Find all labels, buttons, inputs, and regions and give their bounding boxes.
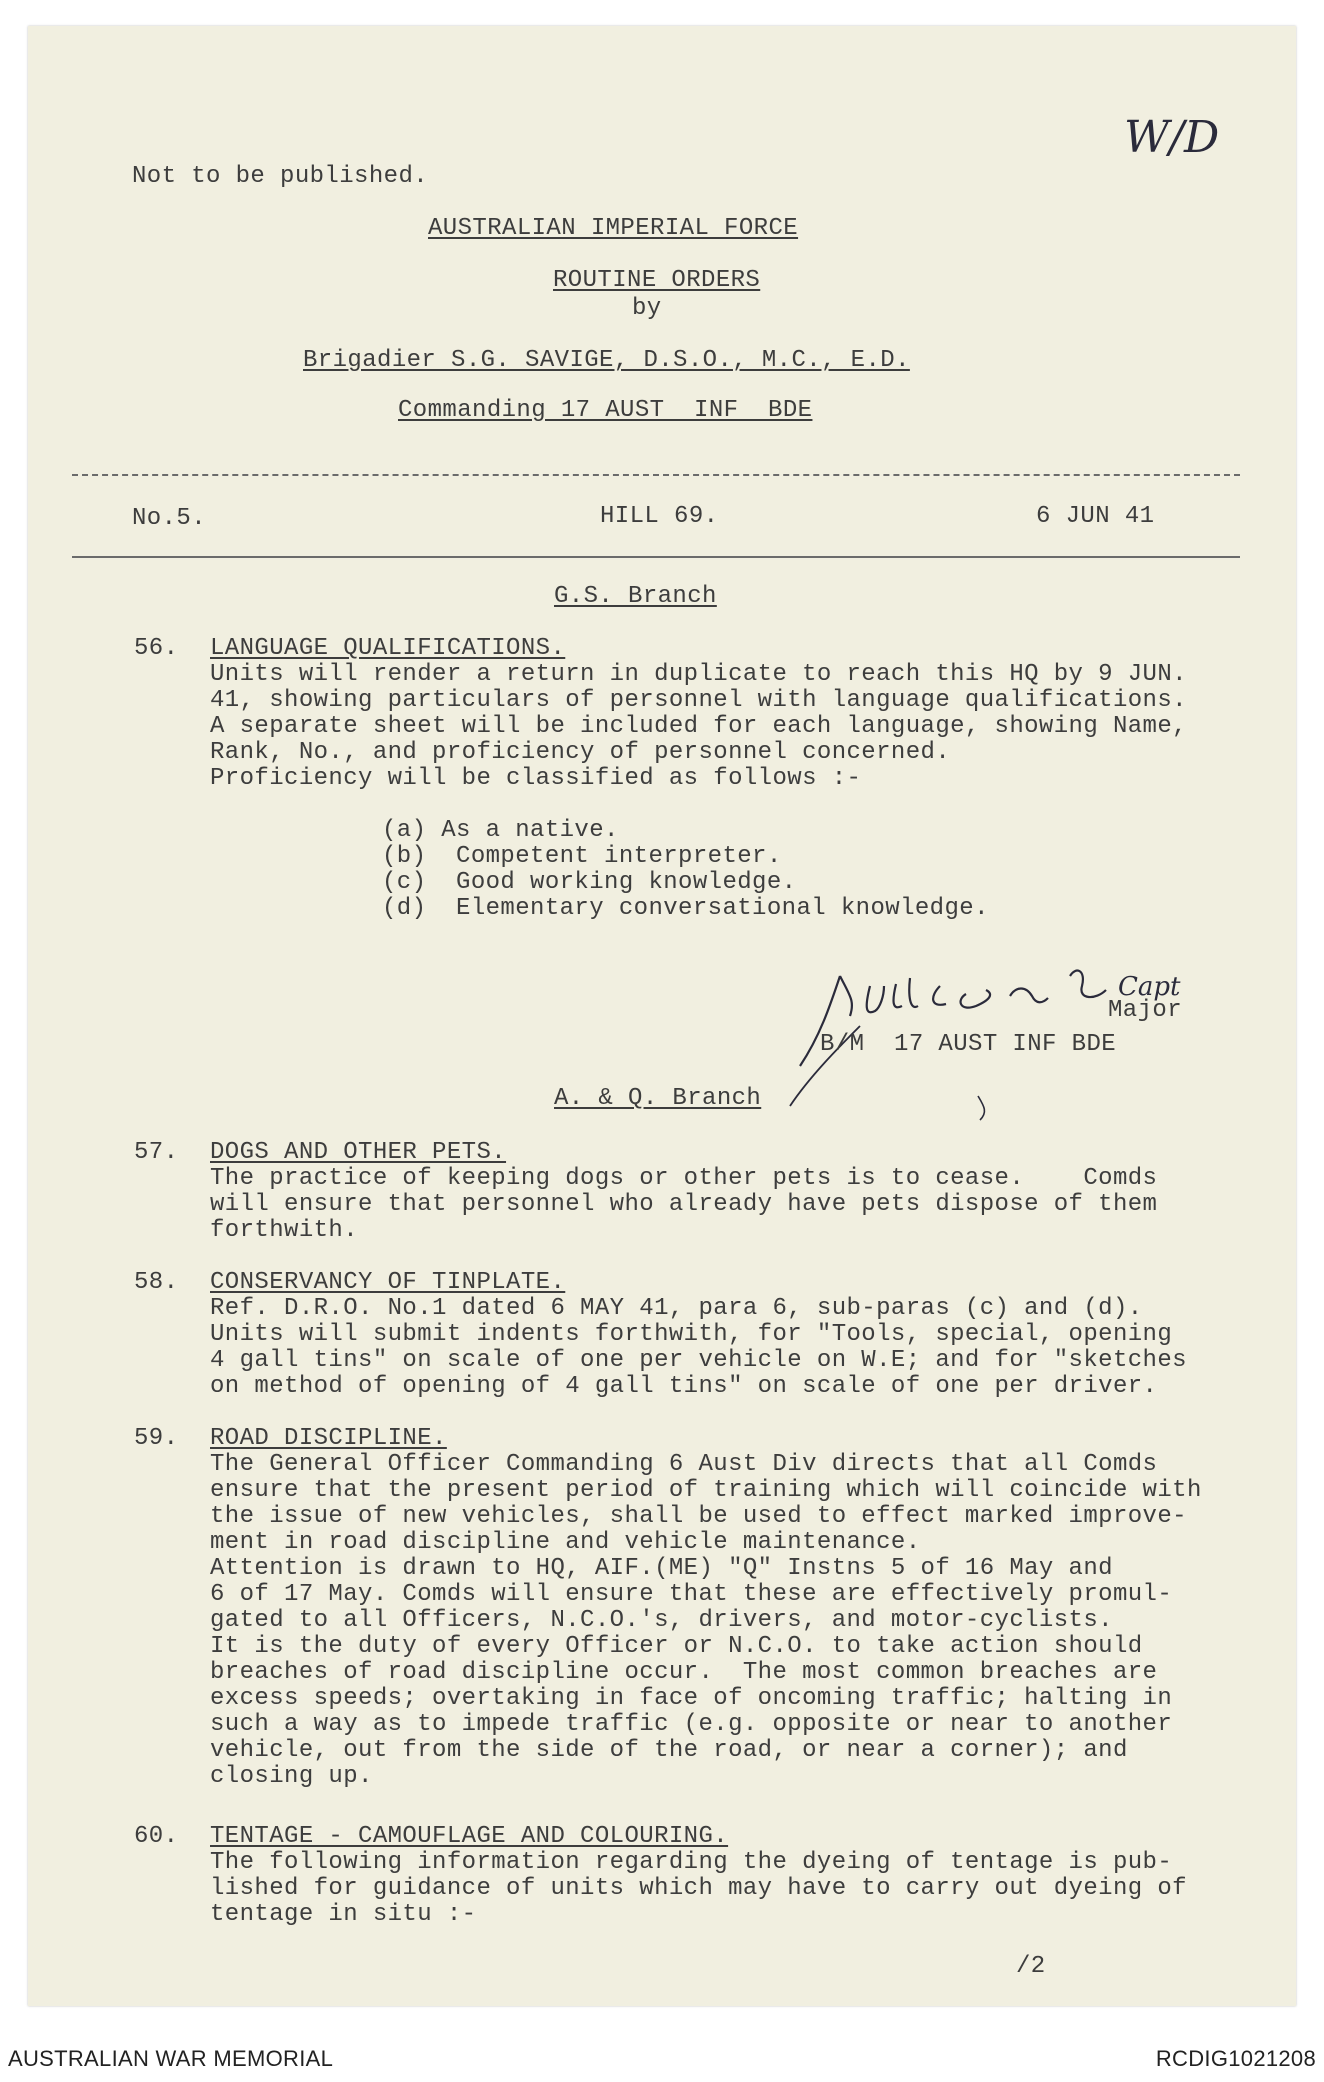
- para-59-title: ROAD DISCIPLINE.: [210, 1425, 447, 1452]
- aq-branch-heading: A. & Q. Branch: [554, 1085, 762, 1112]
- para-60-number: 60.: [134, 1823, 179, 1850]
- signature-rank: Major: [1108, 997, 1183, 1024]
- document-title: AUSTRALIAN IMPERIAL FORCE: [428, 215, 799, 242]
- para-60-line: The following information regarding the dyeing of tentage is pub-: [210, 1849, 1173, 1876]
- para-56-number: 56.: [134, 635, 179, 662]
- para-59-line: It is the duty of every Officer or N.C.O. to take action should: [210, 1633, 1143, 1660]
- para-60-line: lished for guidance of units which may have to carry out dyeing of: [210, 1875, 1187, 1902]
- gs-branch-heading: G.S. Branch: [554, 583, 717, 610]
- para-58-number: 58.: [134, 1269, 179, 1296]
- order-number: No.5.: [132, 505, 207, 532]
- para-56-line: 41, showing particulars of personnel with language qualifications.: [210, 687, 1187, 714]
- para-57-line: forthwith.: [210, 1217, 359, 1244]
- handwritten-wd-mark: W/D: [1124, 112, 1220, 163]
- archive-credit: AUSTRALIAN WAR MEMORIAL: [8, 2046, 334, 2071]
- para-58-line: on method of opening of 4 gall tins" on scale of one per driver.: [210, 1373, 1158, 1400]
- para-58-line: Ref. D.R.O. No.1 dated 6 MAY 41, para 6, sub-paras (c) and (d).: [210, 1295, 1143, 1322]
- proficiency-level: (a) As a native.: [382, 817, 619, 844]
- para-57-title: DOGS AND OTHER PETS.: [210, 1139, 507, 1166]
- para-59-number: 59.: [134, 1425, 179, 1452]
- para-60-line: tentage in situ :-: [210, 1901, 477, 1928]
- para-59-line: ment in road discipline and vehicle maintenance.: [210, 1529, 921, 1556]
- proficiency-level: (b) Competent interpreter.: [382, 843, 782, 870]
- archive-reference: RCDIG1021208: [1155, 2046, 1316, 2071]
- para-59-line: closing up.: [210, 1763, 373, 1790]
- para-60-title: TENTAGE - CAMOUFLAGE AND COLOURING.: [210, 1823, 729, 1850]
- order-date: 6 JUN 41: [1036, 503, 1155, 530]
- para-57-line: will ensure that personnel who already have pets dispose of them: [210, 1191, 1158, 1218]
- para-59-line: Attention is drawn to HQ, AIF.(ME) "Q" Instns 5 of 16 May and: [210, 1555, 1113, 1582]
- para-56-line: Proficiency will be classified as follows :-: [210, 765, 862, 792]
- para-57-number: 57.: [134, 1139, 179, 1166]
- not-published-notice: Not to be published.: [132, 163, 429, 190]
- para-59-line: vehicle, out from the side of the road, or near a corner); and: [210, 1737, 1128, 1764]
- para-59-line: such a way as to impede traffic (e.g. opposite or near to another: [210, 1711, 1173, 1738]
- proficiency-level: (c) Good working knowledge.: [382, 869, 797, 896]
- page-continuation-marker: /2: [1016, 1953, 1046, 1980]
- by-line: by: [632, 295, 662, 322]
- para-58-title: CONSERVANCY OF TINPLATE.: [210, 1269, 566, 1296]
- para-59-line: The General Officer Commanding 6 Aust Div directs that all Comds: [210, 1451, 1158, 1478]
- para-59-line: gated to all Officers, N.C.O.'s, drivers, and motor-cyclists.: [210, 1607, 1113, 1634]
- proficiency-level: (d) Elementary conversational knowledge.: [382, 895, 989, 922]
- para-59-line: excess speeds; overtaking in face of oncoming traffic; halting in: [210, 1685, 1173, 1712]
- commander-name: Brigadier S.G. SAVIGE, D.S.O., M.C., E.D.: [303, 347, 910, 374]
- para-56-line: Units will render a return in duplicate to reach this HQ by 9 JUN.: [210, 661, 1187, 688]
- para-56-title: LANGUAGE QUALIFICATIONS.: [210, 635, 566, 662]
- para-57-line: The practice of keeping dogs or other pets is to cease. Comds: [210, 1165, 1158, 1192]
- handwritten-capt-mark: Capt: [1118, 972, 1181, 1002]
- para-59-line: ensure that the present period of training which will coincide with: [210, 1477, 1202, 1504]
- para-59-line: the issue of new vehicles, shall be used to effect marked improve-: [210, 1503, 1187, 1530]
- header-rule-bottom: [72, 556, 1240, 558]
- para-59-line: 6 of 17 May. Comds will ensure that these are effectively promul-: [210, 1581, 1173, 1608]
- para-56-line: Rank, No., and proficiency of personnel concerned.: [210, 739, 951, 766]
- signature-role: B/M 17 AUST INF BDE: [820, 1031, 1117, 1058]
- document-subtitle: ROUTINE ORDERS: [553, 267, 761, 294]
- command-line: Commanding 17 AUST INF BDE: [398, 397, 813, 424]
- para-59-line: breaches of road discipline occur. The most common breaches are: [210, 1659, 1158, 1686]
- para-58-line: 4 gall tins" on scale of one per vehicle on W.E; and for "sketches: [210, 1347, 1187, 1374]
- header-rule-top: [72, 474, 1240, 476]
- para-56-line: A separate sheet will be included for each language, showing Name,: [210, 713, 1187, 740]
- order-location: HILL 69.: [600, 503, 719, 530]
- para-58-line: Units will submit indents forthwith, for "Tools, special, opening: [210, 1321, 1173, 1348]
